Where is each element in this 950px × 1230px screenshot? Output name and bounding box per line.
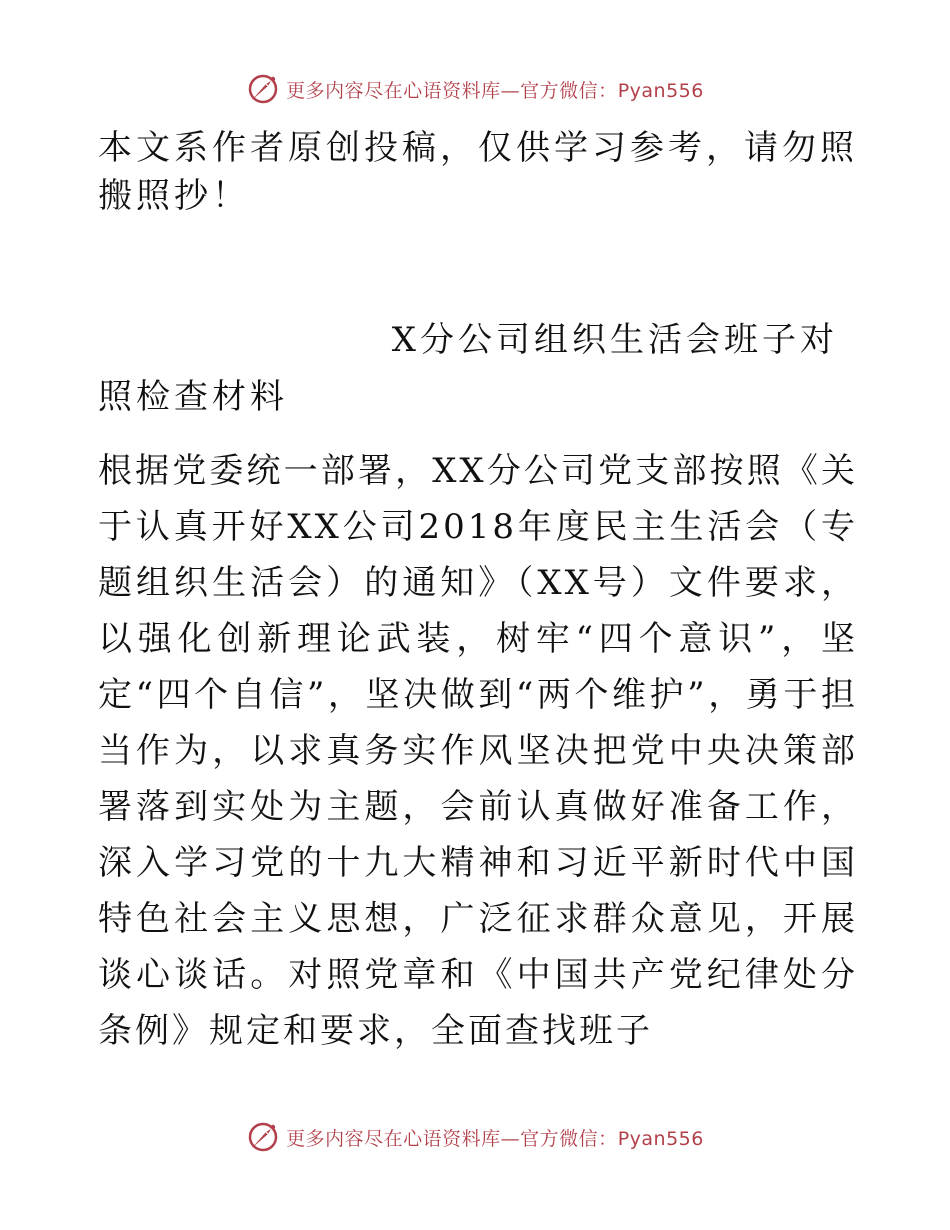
document-content [98, 124, 858, 1093]
footer-banner [0, 1120, 950, 1154]
pen-nib-logo-icon [246, 72, 280, 106]
footer-banner-text [286, 1124, 704, 1151]
pen-nib-logo-icon [246, 1120, 280, 1154]
copyright-notice: 本文系作者原创投稿，仅供学习参考，请勿照搬照抄！ [98, 128, 858, 216]
wechat-id: Pyan556 [617, 79, 704, 102]
title-line-2: 照检查材料 [98, 377, 288, 417]
separator: — [500, 79, 521, 102]
document-title [98, 316, 858, 421]
wechat-label: 官方微信： [520, 79, 618, 102]
site-name: 更多内容尽在心语资料库 [286, 1127, 501, 1150]
site-name: 更多内容尽在心语资料库 [286, 79, 501, 102]
separator: — [500, 1127, 521, 1150]
body-paragraph: 根据党委统一部署，XX分公司党支部按照《关于认真开好XX公司2018年度民主生活会（专题组织生活会）的通知》（XX号）文件要求，以强化创新理论武装，树牢“四个意识”，坚定“四个自信”，坚决做到“两个维护”，勇于担当作为，以求真务实作风坚决把党中央决策部署落到实处为主题，会前认真做好准备工作，深入学习党的十九大精神和习近平新时代中国特色社会主义思想，广泛征求群众意见，开展谈心谈话。对照党章和《中国共产党纪律处分条例》规定和要求，全面查找班子 [98, 451, 858, 1051]
wechat-label: 官方微信： [520, 1127, 618, 1150]
header-banner [0, 72, 950, 106]
header-banner-text [286, 76, 704, 103]
title-line-1: X分公司组织生活会班子对 [391, 320, 838, 360]
wechat-id: Pyan556 [617, 1127, 704, 1150]
